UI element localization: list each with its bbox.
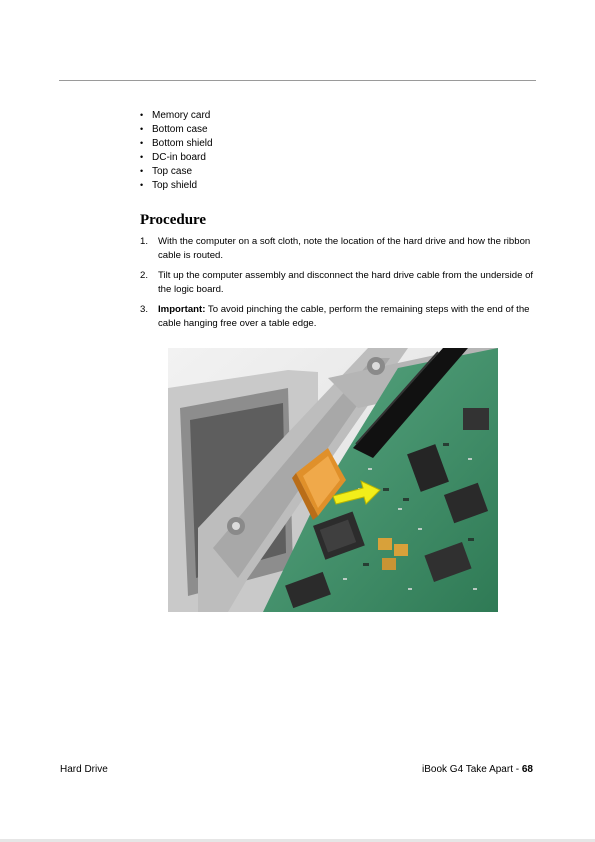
procedure-step [140, 269, 540, 297]
list-item: • Bottom shield [140, 138, 213, 149]
procedure-steps [140, 235, 540, 331]
step-number: 3. [140, 304, 149, 315]
procedure-step [140, 235, 540, 263]
procedure-step [140, 303, 540, 331]
prerequisite-list [140, 108, 213, 192]
list-item: • DC-in board [140, 152, 206, 163]
bullet-icon: • [140, 138, 144, 148]
step-number: 2. [140, 270, 149, 281]
header-rule [59, 80, 536, 81]
step-text: With the computer on a soft cloth, note the location of the hard drive and how the ribbon cable is routed. [158, 236, 531, 261]
logic-board-illustration [168, 348, 498, 612]
step-text: To avoid pinching the cable, perform the remaining steps with the end of the cable hanging free over a table edge. [158, 304, 530, 329]
page-number: 68 [521, 764, 533, 775]
list-item: • Top case [140, 166, 193, 177]
logic-board-photo [168, 348, 498, 612]
footer-doc-title: iBook G4 Take Apart - 68 [422, 764, 533, 775]
list-item: • Top shield [140, 180, 198, 191]
bullet-icon: • [140, 124, 144, 134]
procedure-heading: Procedure [140, 212, 207, 228]
bullet-icon: • [140, 152, 144, 162]
footer-section: Hard Drive [60, 764, 108, 775]
list-item: • Memory card [140, 110, 211, 121]
step-emphasis: Important: [158, 304, 206, 315]
bullet-icon: • [140, 110, 144, 120]
bullet-icon: • [140, 180, 144, 190]
list-item: • Bottom case [140, 124, 208, 135]
step-text: Tilt up the computer assembly and disconnect the hard drive cable from the underside of the logic board. [158, 270, 534, 295]
step-number: 1. [140, 236, 149, 247]
bullet-icon: • [140, 166, 144, 176]
